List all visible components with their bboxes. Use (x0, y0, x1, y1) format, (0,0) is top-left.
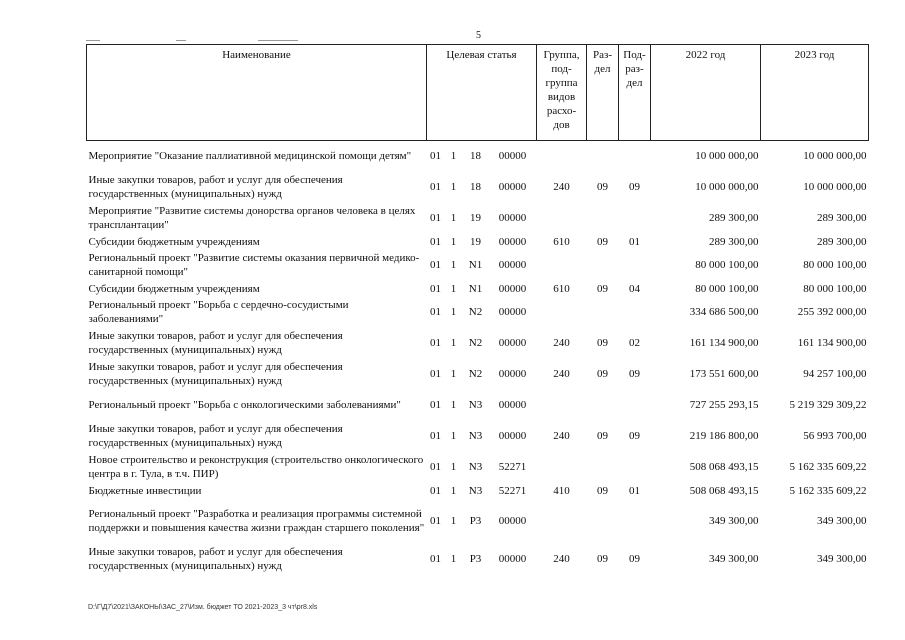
target-subprogram: 1 (450, 553, 457, 565)
section-code (587, 203, 619, 234)
amount-2022: 508 068 493,15 (689, 461, 759, 473)
section-code: 09 (597, 484, 608, 497)
expense-group: 240 (553, 430, 570, 442)
subsection-code: 04 (629, 282, 640, 295)
table-row (87, 328, 869, 359)
expense-group (537, 390, 587, 421)
target-program: 01 (430, 430, 441, 442)
amount-2022: 219 186 800,00 (689, 430, 759, 442)
amount-2023: 94 257 100,00 (803, 368, 867, 380)
section-code (587, 250, 619, 281)
amount-2023: 5 219 329 309,22 (789, 399, 867, 411)
target-program: 01 (430, 282, 441, 295)
target-direction: 00000 (498, 430, 527, 442)
table-row (87, 250, 869, 281)
row-name: Мероприятие "Оказание паллиативной медицинской помощи детям" (88, 150, 412, 163)
target-program: 01 (430, 306, 441, 318)
header-name: Наименование (87, 45, 427, 141)
amount-2023: 10 000 000,00 (803, 150, 867, 163)
table-row (87, 499, 869, 544)
row-name: Региональный проект "Развитие системы оказания первичной медико-санитарной помощи" (88, 252, 420, 278)
row-name: Иные закупки товаров, работ и услуг для обеспечения государственных (муниципальных) нужд (88, 361, 343, 387)
target-subprogram: 1 (450, 337, 457, 349)
target-direction: 00000 (498, 235, 527, 248)
section-code: 09 (597, 368, 608, 380)
row-name: Иные закупки товаров, работ и услуг для обеспечения государственных (муниципальных) нужд (88, 330, 343, 356)
section-code (587, 141, 619, 172)
page-number: 5 (476, 30, 481, 41)
target-subprogram: 1 (450, 150, 457, 163)
table-row (87, 234, 869, 250)
table-row (87, 452, 869, 483)
file-path-footer: D:\Г\Д7\2021\ЗАКОНЫ\ЗАС_27\Изм. бюджет ТО 2021-2023_3 чт\pr8.xls (88, 604, 318, 611)
target-subprogram: 1 (450, 515, 457, 527)
amount-2023: 56 993 700,00 (803, 430, 867, 442)
amount-2023: 161 134 900,00 (797, 337, 867, 349)
target-event: 19 (470, 235, 481, 248)
amount-2022: 289 300,00 (709, 212, 759, 224)
target-direction: 52271 (498, 461, 527, 473)
table-header-row (87, 45, 869, 141)
expense-group: 240 (553, 181, 570, 193)
target-subprogram: 1 (450, 282, 457, 295)
subsection-code: 02 (629, 337, 640, 349)
target-event: P3 (469, 553, 482, 565)
expense-group: 410 (553, 484, 570, 497)
expense-group (537, 203, 587, 234)
subsection-code (619, 390, 651, 421)
subsection-code (619, 499, 651, 544)
section-code: 09 (597, 181, 608, 193)
target-program: 01 (430, 212, 441, 224)
section-code (587, 390, 619, 421)
table-row (87, 141, 869, 172)
row-name: Региональный проект "Борьба с сердечно-сосудистыми заболеваниями" (88, 299, 349, 325)
target-direction: 00000 (498, 150, 527, 163)
section-code (587, 297, 619, 328)
header-2022: 2022 год (651, 45, 761, 141)
target-subprogram: 1 (450, 181, 457, 193)
subsection-code: 01 (629, 235, 640, 248)
target-program: 01 (430, 515, 441, 527)
target-program: 01 (430, 461, 441, 473)
amount-2022: 334 686 500,00 (689, 306, 759, 318)
expense-group (537, 452, 587, 483)
amount-2023: 349 300,00 (817, 553, 867, 565)
amount-2022: 10 000 000,00 (695, 181, 759, 193)
row-name: Субсидии бюджетным учреждениям (88, 282, 260, 295)
target-event: 18 (470, 150, 481, 163)
subsection-code: 01 (629, 484, 640, 497)
header-group: Группа, под- группа видов расхо- дов (537, 45, 587, 141)
target-event: N2 (468, 337, 483, 349)
expense-group: 240 (553, 337, 570, 349)
amount-2022: 80 000 100,00 (695, 259, 759, 271)
target-event: N3 (468, 461, 483, 473)
amount-2023: 5 162 335 609,22 (789, 461, 867, 473)
table-row (87, 281, 869, 297)
subsection-code (619, 452, 651, 483)
target-event: 18 (470, 181, 481, 193)
target-direction: 00000 (498, 259, 527, 271)
amount-2022: 173 551 600,00 (689, 368, 759, 380)
row-name: Бюджетные инвестиции (88, 484, 202, 497)
amount-2022: 10 000 000,00 (695, 150, 759, 163)
table-row (87, 544, 869, 575)
table-row (87, 421, 869, 452)
row-name: Региональный проект "Борьба с онкологическими заболеваниями" (88, 399, 401, 411)
expense-group: 610 (553, 282, 570, 295)
subsection-code: 09 (629, 430, 640, 442)
table-row (87, 359, 869, 390)
amount-2023: 5 162 335 609,22 (789, 484, 867, 497)
target-subprogram: 1 (450, 368, 457, 380)
target-program: 01 (430, 368, 441, 380)
expense-group (537, 297, 587, 328)
row-name: Иные закупки товаров, работ и услуг для обеспечения государственных (муниципальных) нужд (88, 423, 343, 449)
row-name: Региональный проект "Разработка и реализация программы системной поддержки и повышения качества жизни граждан старшего поколения" (88, 508, 425, 534)
amount-2022: 161 134 900,00 (689, 337, 759, 349)
table-row (87, 172, 869, 203)
table-body (87, 141, 869, 575)
target-direction: 00000 (498, 282, 527, 295)
row-name: Новое строительство и реконструкция (строительство онкологического центра в г. Тула, в т.ч. ПИР) (88, 454, 424, 480)
row-name: Мероприятие "Развитие системы донорства органов человека в целях трансплантации" (88, 205, 416, 231)
amount-2023: 289 300,00 (817, 235, 867, 248)
expense-group: 240 (553, 368, 570, 380)
expense-group: 240 (553, 553, 570, 565)
section-code: 09 (597, 430, 608, 442)
target-event: N2 (468, 306, 483, 318)
target-event: N3 (468, 399, 483, 411)
table-row (87, 483, 869, 499)
target-subprogram: 1 (450, 484, 457, 497)
subsection-code (619, 297, 651, 328)
table-row (87, 297, 869, 328)
amount-2023: 255 392 000,00 (797, 306, 867, 318)
amount-2022: 727 255 293,15 (689, 399, 759, 411)
amount-2022: 80 000 100,00 (695, 282, 759, 295)
section-code: 09 (597, 235, 608, 248)
row-name: Иные закупки товаров, работ и услуг для обеспечения государственных (муниципальных) нужд (88, 174, 343, 200)
target-direction: 52271 (498, 484, 527, 497)
row-name: Субсидии бюджетным учреждениям (88, 235, 260, 248)
target-program: 01 (430, 150, 441, 163)
target-subprogram: 1 (450, 430, 457, 442)
amount-2022: 508 068 493,15 (689, 484, 759, 497)
target-event: N3 (468, 430, 483, 442)
amount-2023: 10 000 000,00 (803, 181, 867, 193)
target-subprogram: 1 (450, 399, 457, 411)
section-code (587, 499, 619, 544)
target-direction: 00000 (498, 306, 527, 318)
target-program: 01 (430, 337, 441, 349)
subsection-code (619, 203, 651, 234)
header-target-article: Целевая статья (427, 45, 537, 141)
amount-2023: 80 000 100,00 (803, 259, 867, 271)
section-code: 09 (597, 553, 608, 565)
amount-2022: 289 300,00 (709, 235, 759, 248)
section-code (587, 452, 619, 483)
amount-2023: 289 300,00 (817, 212, 867, 224)
header-section: Раз- дел (587, 45, 619, 141)
table-row (87, 203, 869, 234)
amount-2022: 349 300,00 (709, 553, 759, 565)
expense-group (537, 141, 587, 172)
target-program: 01 (430, 235, 441, 248)
scan-mark (176, 40, 186, 41)
target-subprogram: 1 (450, 235, 457, 248)
target-direction: 00000 (498, 553, 527, 565)
target-program: 01 (430, 553, 441, 565)
budget-table (86, 44, 869, 575)
subsection-code: 09 (629, 181, 640, 193)
target-event: P3 (469, 515, 482, 527)
subsection-code (619, 250, 651, 281)
target-event: N3 (468, 484, 483, 497)
target-event: N1 (468, 259, 483, 271)
subsection-code: 09 (629, 368, 640, 380)
amount-2023: 80 000 100,00 (803, 282, 867, 295)
subsection-code (619, 141, 651, 172)
section-code: 09 (597, 337, 608, 349)
header-subsection: Под- раз- дел (619, 45, 651, 141)
target-direction: 00000 (498, 212, 527, 224)
amount-2022: 349 300,00 (709, 515, 759, 527)
target-program: 01 (430, 484, 441, 497)
target-subprogram: 1 (450, 212, 457, 224)
row-name: Иные закупки товаров, работ и услуг для обеспечения государственных (муниципальных) нужд (88, 546, 343, 572)
target-direction: 00000 (498, 181, 527, 193)
expense-group (537, 499, 587, 544)
target-event: N1 (468, 282, 483, 295)
header-2023: 2023 год (761, 45, 869, 141)
target-direction: 00000 (498, 515, 527, 527)
target-subprogram: 1 (450, 306, 457, 318)
target-program: 01 (430, 399, 441, 411)
target-direction: 00000 (498, 337, 527, 349)
target-program: 01 (430, 259, 441, 271)
expense-group: 610 (553, 235, 570, 248)
scan-mark (86, 40, 100, 41)
section-code: 09 (597, 282, 608, 295)
target-direction: 00000 (498, 368, 527, 380)
table-row (87, 390, 869, 421)
subsection-code: 09 (629, 553, 640, 565)
target-subprogram: 1 (450, 259, 457, 271)
scan-mark (258, 40, 298, 41)
target-program: 01 (430, 181, 441, 193)
expense-group (537, 250, 587, 281)
target-direction: 00000 (498, 399, 527, 411)
target-event: 19 (470, 212, 481, 224)
amount-2023: 349 300,00 (817, 515, 867, 527)
target-event: N2 (468, 368, 483, 380)
target-subprogram: 1 (450, 461, 457, 473)
